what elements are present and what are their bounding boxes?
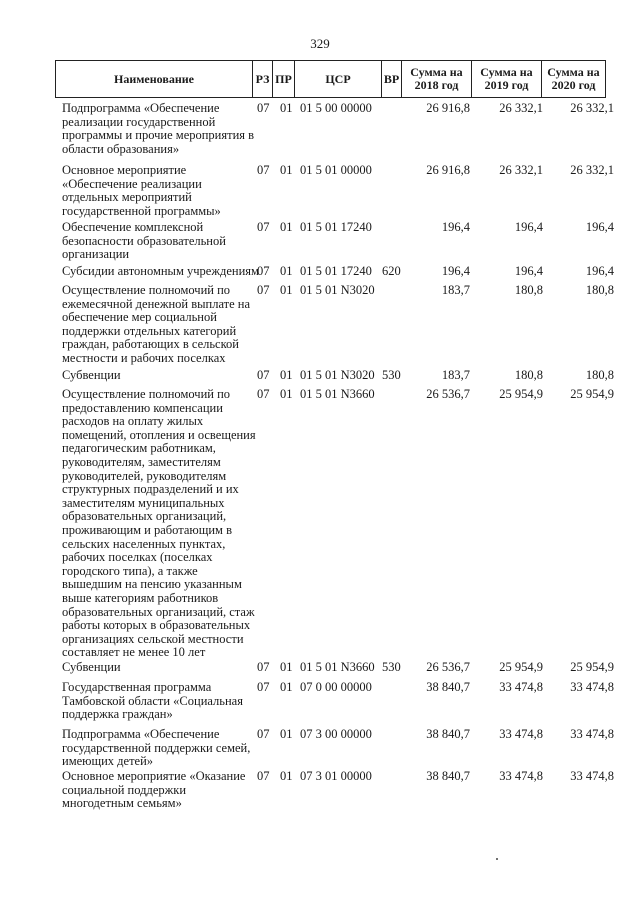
row-name: Подпрограмма «Обеспечение реализации государственной программы и прочие мероприятия в области образования»	[62, 101, 255, 156]
row-vr: 530	[382, 660, 401, 674]
row-sum-2018: 196,4	[441, 220, 470, 234]
row-csr: 07 0 00 00000	[300, 680, 372, 694]
header-rz: РЗ	[253, 61, 273, 97]
header-sum-2018: Сумма на 2018 год	[402, 61, 472, 97]
row-sum-2020: 196,4	[585, 264, 614, 278]
header-sum-2020: Сумма на 2020 год	[547, 65, 600, 92]
page-number: 329	[310, 36, 330, 51]
row-pr: 01	[280, 387, 293, 401]
row-pr: 01	[280, 163, 293, 177]
row-sum-2020: 33 474,8	[570, 680, 614, 694]
row-name: Осуществление полномочий по предоставлению компенсации расходов на оплату жилых помещений, отопления и освещения педагогическим работникам, руководителям, заместителям руководителей, руководителям структурных подразделений и их заместителям муниципальных образовательных организаций, проживающим и работающим в сельских населенных пунктах, рабочих поселках (поселках городского типа), а также вышедшим на пенсию указанным выше категориям работников образовательных организаций, стаж работы которых в образовательных организациях сельской местности составляет не менее 10 лет	[62, 387, 256, 660]
row-sum-2019: 33 474,8	[499, 680, 543, 694]
row-sum-2020: 25 954,9	[570, 660, 614, 674]
row-sum-2020: 26 332,1	[570, 163, 614, 177]
row-csr: 01 5 01 N3020	[300, 283, 375, 297]
header-name: Наименование	[56, 61, 253, 97]
row-csr: 01 5 01 N3020	[300, 368, 375, 382]
row-rz: 07	[257, 727, 270, 741]
header-csr: ЦСР	[295, 61, 382, 97]
row-csr: 01 5 00 00000	[300, 101, 372, 115]
row-rz: 07	[257, 283, 270, 297]
row-sum-2020: 33 474,8	[570, 727, 614, 741]
row-pr: 01	[280, 101, 293, 115]
row-rz: 07	[257, 660, 270, 674]
row-csr: 01 5 01 17240	[300, 264, 372, 278]
row-csr: 01 5 01 17240	[300, 220, 372, 234]
row-name: Осуществление полномочий по ежемесячной денежной выплате на обеспечение мер социальной поддержки отдельных категорий граждан, работающих в сельской местности и рабочих поселках	[62, 283, 251, 365]
row-sum-2020: 26 332,1	[570, 101, 614, 115]
row-pr: 01	[280, 727, 293, 741]
row-name: Подпрограмма «Обеспечение государственной поддержки семей, имеющих детей»	[62, 727, 251, 769]
row-sum-2018: 196,4	[441, 264, 470, 278]
row-name: Субсидии автономным учреждениям	[62, 264, 259, 278]
row-rz: 07	[257, 101, 270, 115]
header-sum-2019: Сумма на 2019 год	[472, 61, 542, 97]
row-name: Основное мероприятие «Обеспечение реализации отдельных мероприятий государственной программы»	[62, 163, 221, 218]
row-name: Основное мероприятие «Оказание социальной поддержки многодетным семьям»	[62, 769, 246, 811]
row-sum-2018: 26 536,7	[426, 660, 470, 674]
row-sum-2019: 196,4	[514, 264, 543, 278]
row-sum-2019: 180,8	[514, 368, 543, 382]
row-rz: 07	[257, 680, 270, 694]
row-sum-2019: 196,4	[514, 220, 543, 234]
row-name: Обеспечение комплексной безопасности образовательной организации	[62, 220, 226, 262]
row-name: Субвенции	[62, 660, 121, 674]
row-sum-2018: 26 916,8	[426, 163, 470, 177]
row-csr: 07 3 01 00000	[300, 769, 372, 783]
row-sum-2019: 26 332,1	[499, 101, 543, 115]
row-csr: 01 5 01 N3660	[300, 660, 375, 674]
row-sum-2018: 38 840,7	[426, 680, 470, 694]
table-header	[55, 60, 606, 98]
row-vr: 530	[382, 368, 401, 382]
row-rz: 07	[257, 163, 270, 177]
row-sum-2019: 33 474,8	[499, 727, 543, 741]
row-csr: 01 5 01 00000	[300, 163, 372, 177]
row-sum-2019: 25 954,9	[499, 660, 543, 674]
row-sum-2019: 25 954,9	[499, 387, 543, 401]
row-sum-2019: 26 332,1	[499, 163, 543, 177]
row-pr: 01	[280, 264, 293, 278]
row-name: Государственная программа Тамбовской области «Социальная поддержка граждан»	[62, 680, 243, 722]
row-sum-2018: 183,7	[441, 368, 470, 382]
row-pr: 01	[280, 769, 293, 783]
row-name: Субвенции	[62, 368, 121, 382]
row-rz: 07	[257, 264, 270, 278]
row-sum-2020: 33 474,8	[570, 769, 614, 783]
header-pr: ПР	[273, 61, 295, 97]
row-csr: 07 3 00 00000	[300, 727, 372, 741]
row-sum-2019: 180,8	[514, 283, 543, 297]
row-csr: 01 5 01 N3660	[300, 387, 375, 401]
header-vr: ВР	[382, 61, 402, 97]
row-sum-2020: 25 954,9	[570, 387, 614, 401]
row-sum-2018: 38 840,7	[426, 769, 470, 783]
row-pr: 01	[280, 283, 293, 297]
row-sum-2020: 180,8	[585, 283, 614, 297]
row-sum-2019: 33 474,8	[499, 769, 543, 783]
row-pr: 01	[280, 660, 293, 674]
row-rz: 07	[257, 387, 270, 401]
row-rz: 07	[257, 769, 270, 783]
row-vr: 620	[382, 264, 401, 278]
row-sum-2018: 183,7	[441, 283, 470, 297]
row-rz: 07	[257, 368, 270, 382]
row-rz: 07	[257, 220, 270, 234]
row-sum-2018: 26 916,8	[426, 101, 470, 115]
row-pr: 01	[280, 680, 293, 694]
row-sum-2020: 180,8	[585, 368, 614, 382]
row-pr: 01	[280, 368, 293, 382]
scan-speck	[496, 858, 498, 860]
row-pr: 01	[280, 220, 293, 234]
row-sum-2018: 26 536,7	[426, 387, 470, 401]
row-sum-2018: 38 840,7	[426, 727, 470, 741]
row-sum-2020: 196,4	[585, 220, 614, 234]
